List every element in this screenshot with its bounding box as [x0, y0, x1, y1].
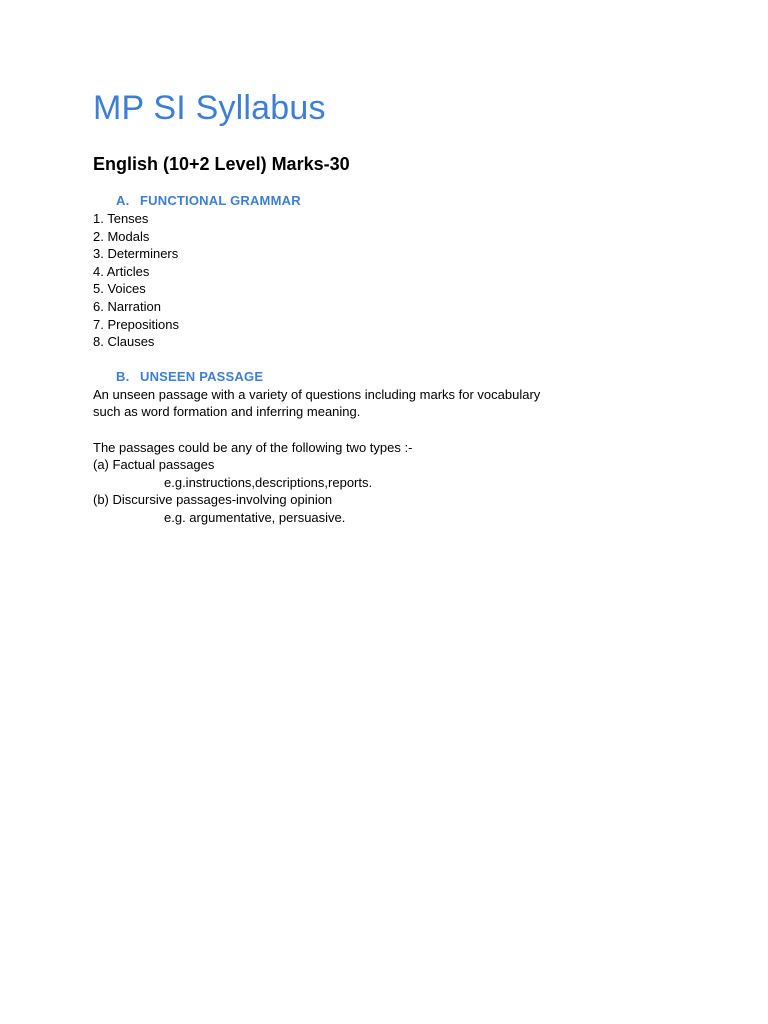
section-marker: A.	[116, 193, 130, 208]
list-item: 2. Modals	[93, 228, 150, 244]
passage-type-label: (a) Factual passages	[93, 457, 215, 473]
page-title: MP SI Syllabus	[93, 89, 326, 127]
section-heading-label: UNSEEN PASSAGE	[140, 368, 264, 384]
section-heading-unseen-passage	[93, 368, 708, 386]
section-heading-functional-grammar	[93, 192, 708, 210]
section-marker: B.	[116, 368, 130, 384]
grammar-list	[93, 210, 708, 351]
paragraph-line: such as word formation and inferring meaning.	[93, 404, 361, 420]
section-subtitle: English (10+2 Level) Marks-30	[93, 154, 350, 174]
types-intro: The passages could be any of the following two types :-	[93, 439, 413, 455]
list-item: 6. Narration	[93, 298, 161, 314]
list-item: 3. Determiners	[93, 246, 179, 262]
section-heading-label: FUNCTIONAL GRAMMAR	[140, 193, 301, 208]
list-item: 4. Articles	[93, 263, 150, 279]
list-item: 1. Tenses	[93, 211, 149, 226]
passage-type-label: (b) Discursive passages-involving opinion	[93, 492, 333, 508]
list-item: 7. Prepositions	[93, 316, 179, 332]
blank-line	[93, 421, 708, 439]
paragraph-line: An unseen passage with a variety of questions including marks for vocabulary	[93, 386, 541, 402]
passage-type-example: e.g. argumentative, persuasive.	[164, 509, 346, 525]
passage-type-example: e.g.instructions,descriptions,reports.	[164, 474, 373, 490]
list-item: 5. Voices	[93, 281, 146, 297]
list-item: 8. Clauses	[93, 334, 155, 350]
